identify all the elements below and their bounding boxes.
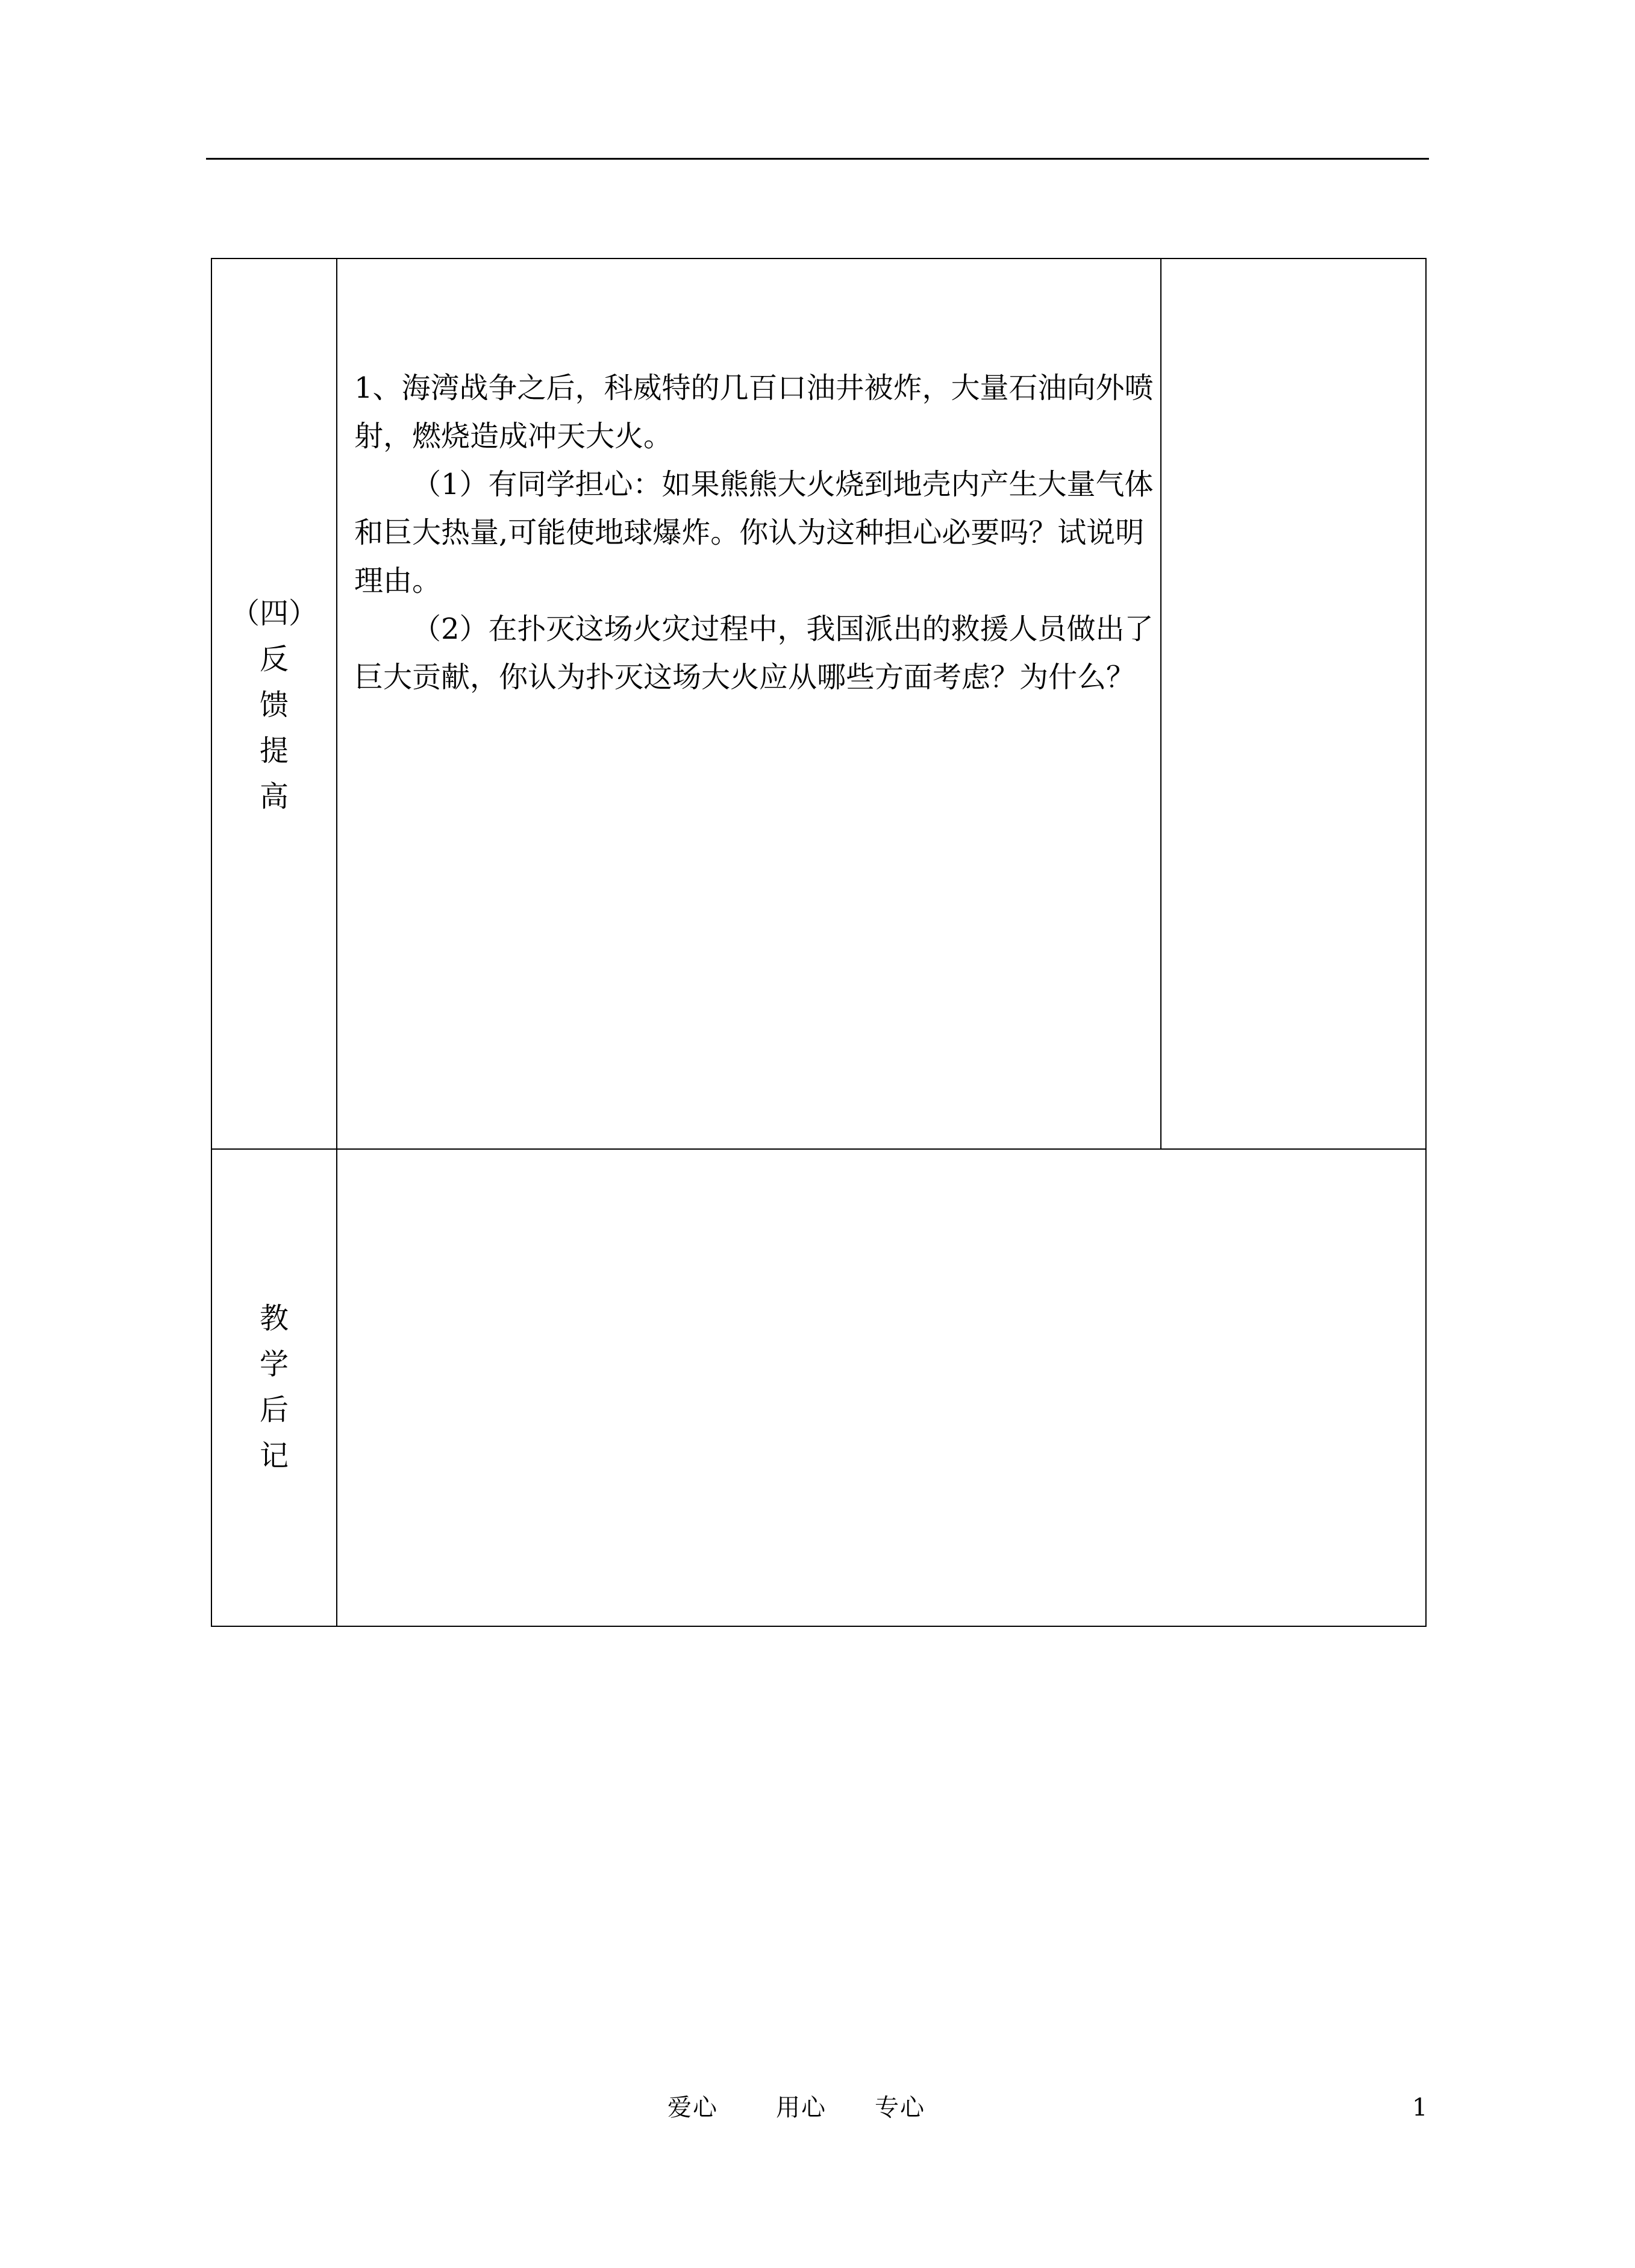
question-part-1: （1）有同学担心：如果熊熊大火烧到地壳内产生大量气体和巨大热量,可能使地球爆炸。你认为这种担心必要吗？试说明理由。 <box>354 468 1154 598</box>
page-footer <box>0 2090 1635 2126</box>
header-rule <box>206 158 1429 160</box>
table-left-border <box>211 258 212 1627</box>
feedback-section-label: （四） 反 馈 提 高 <box>230 597 317 813</box>
table-notes-divider <box>1160 258 1161 1150</box>
table-row-divider <box>211 1148 1427 1150</box>
feedback-content <box>354 364 1155 701</box>
table-bottom-border <box>211 1626 1427 1627</box>
page-number: 1 <box>1412 2094 1428 2122</box>
footer-slogan <box>667 2090 925 2126</box>
footer-slogan-1: 爱心 <box>667 2094 718 2122</box>
footer-slogan-3: 专心 <box>875 2094 925 2122</box>
reflection-section-label: 教 学 后 记 <box>259 1302 289 1473</box>
question-intro: 1、海湾战争之后，科威特的几百口油井被炸，大量石油向外喷射，燃烧造成冲天大火。 <box>354 371 1154 453</box>
question-part-2: （2）在扑灭这场火灾过程中，我国派出的救援人员做出了巨大贡献，你认为扑灭这场大火应从哪些方面考虑？为什么？ <box>354 612 1154 694</box>
table-label-divider <box>336 258 337 1627</box>
table-top-border <box>211 258 1427 259</box>
table-right-border <box>1425 258 1427 1627</box>
footer-slogan-2: 用心 <box>776 2094 827 2122</box>
